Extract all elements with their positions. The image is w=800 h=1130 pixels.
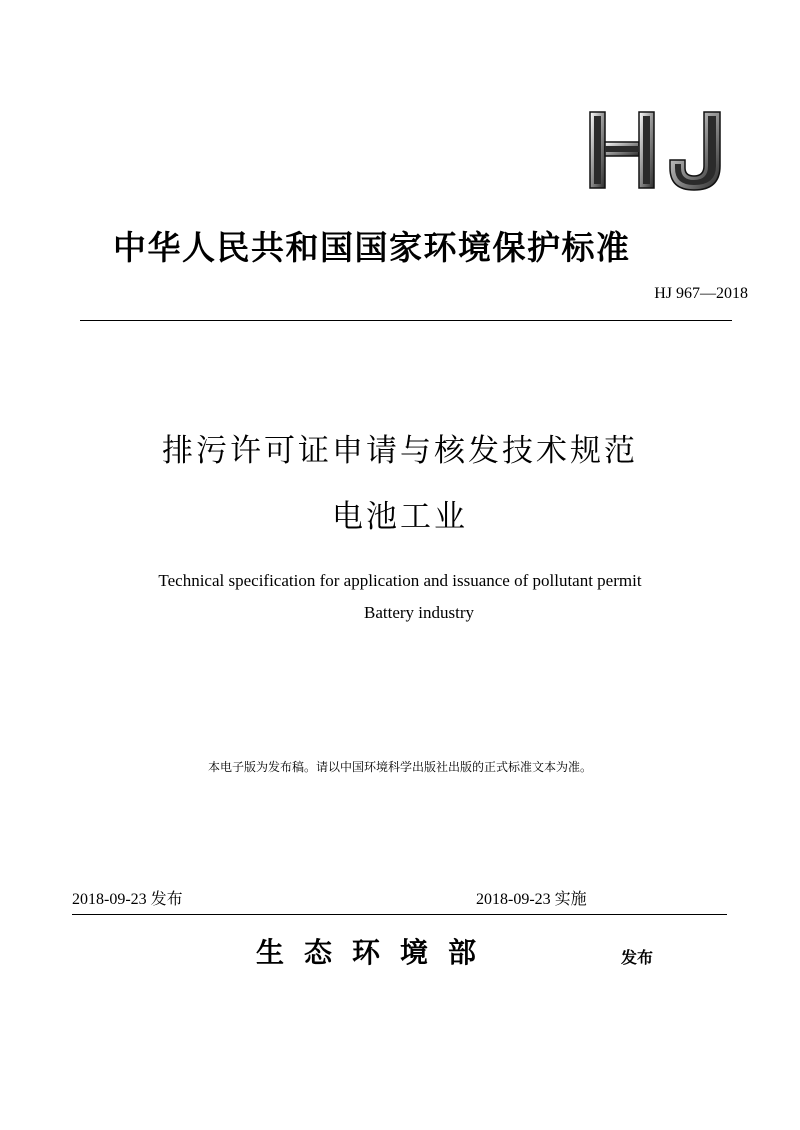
bottom-divider bbox=[72, 914, 727, 915]
issuing-ministry: 生态环境部 bbox=[256, 936, 497, 969]
title-cn-line2: 电池工业 bbox=[332, 499, 468, 535]
title-cn-line1: 排污许可证申请与核发技术规范 bbox=[162, 433, 638, 469]
title-en-line2: Battery industry bbox=[363, 603, 474, 622]
publish-date: 2018-09-23 发布 bbox=[72, 891, 183, 908]
hj-logo bbox=[586, 104, 736, 194]
implement-date: 2018-09-23 实施 bbox=[476, 891, 587, 908]
issue-label: 发布 bbox=[621, 948, 654, 967]
issuer-title: 中华人民共和国国家环境保护标准 bbox=[113, 228, 631, 267]
electronic-version-notice: 本电子版为发布稿。请以中国环境科学出版社出版的正式标准文本为准。 bbox=[207, 760, 592, 774]
top-divider bbox=[80, 320, 732, 321]
standard-number: HJ 967—2018 bbox=[654, 285, 748, 302]
title-en-line1: Technical specification for application and issuance of pollutant permit bbox=[158, 571, 642, 590]
